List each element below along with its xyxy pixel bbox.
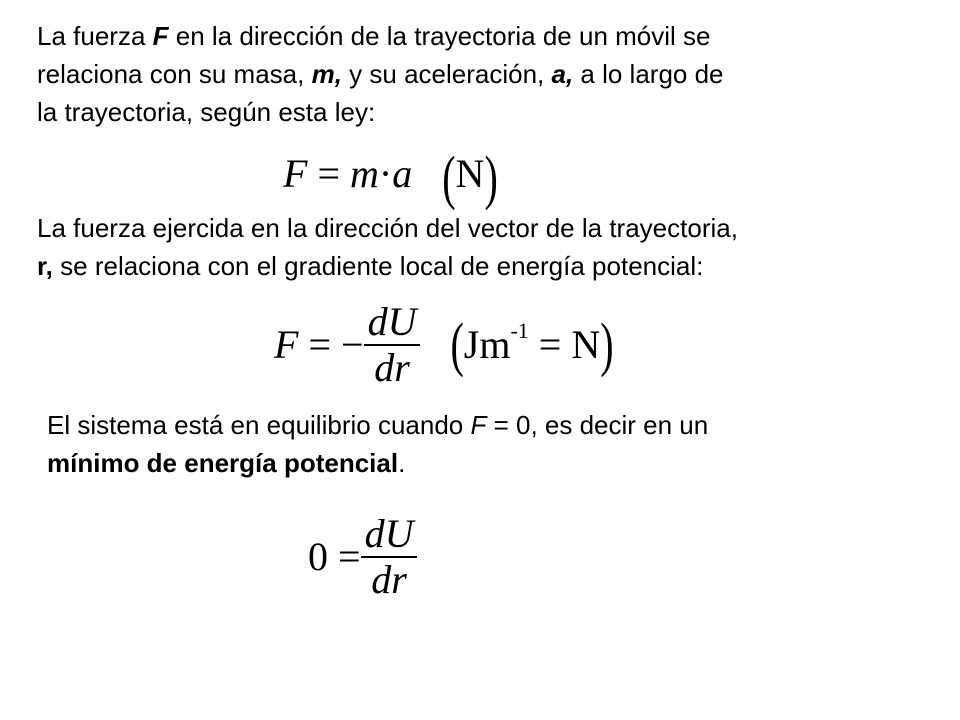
paragraph-line bbox=[37, 55, 724, 93]
text-span: y su aceleración, bbox=[341, 59, 552, 89]
eq-lhs: F bbox=[274, 322, 299, 367]
eq-mass: m bbox=[350, 151, 379, 196]
eq-left-paren: ( bbox=[450, 310, 464, 378]
eq-fraction bbox=[361, 512, 418, 602]
text-span: en la dirección de la trayectoria de un móvil se bbox=[168, 21, 711, 51]
paragraph-line bbox=[37, 247, 738, 285]
text-span: . bbox=[398, 448, 406, 478]
eq-right-paren: ) bbox=[484, 143, 498, 211]
mass-symbol: m, bbox=[311, 59, 342, 89]
equation-force-gradient bbox=[274, 300, 614, 390]
force-symbol: F bbox=[152, 21, 169, 51]
eq-equals: = bbox=[317, 151, 340, 196]
emphasis-text: mínimo de energía potencial bbox=[47, 448, 399, 478]
text-span: El sistema está en equilibrio cuando bbox=[47, 410, 471, 440]
paragraph-line bbox=[37, 17, 724, 55]
eq-minus: − bbox=[341, 322, 364, 367]
equation-equilibrium bbox=[308, 512, 417, 602]
paragraph-potential-gradient bbox=[37, 209, 738, 285]
paragraph-line bbox=[37, 209, 738, 247]
eq-denominator: dr bbox=[371, 557, 407, 602]
text-span: La fuerza bbox=[37, 21, 153, 51]
trajectory-vector-symbol: r, bbox=[37, 251, 53, 281]
eq-unit-equals: = bbox=[528, 322, 572, 367]
eq-lhs: F bbox=[283, 151, 308, 196]
paragraph-line bbox=[37, 93, 724, 131]
text-span: a lo largo de bbox=[573, 59, 724, 89]
text-span: La fuerza ejercida en la dirección del vector de la trayectoria, bbox=[37, 213, 738, 243]
eq-fraction bbox=[364, 300, 421, 390]
eq-equals: = bbox=[308, 322, 331, 367]
equation-newton-second-law bbox=[283, 143, 498, 211]
acceleration-symbol: a, bbox=[551, 59, 574, 89]
eq-numerator: dU bbox=[367, 299, 417, 344]
paragraph-equilibrium bbox=[47, 406, 708, 482]
eq-unit-n: N bbox=[571, 322, 601, 367]
eq-lhs: 0 bbox=[308, 534, 328, 579]
eq-exponent: -1 bbox=[510, 318, 529, 344]
eq-denominator: dr bbox=[374, 345, 410, 390]
text-span: se relaciona con el gradiente local de energía potencial: bbox=[52, 251, 704, 281]
eq-unit: N bbox=[455, 151, 485, 196]
text-span: la trayectoria, según esta ley: bbox=[37, 97, 376, 127]
text-span: = 0, es decir en un bbox=[486, 410, 709, 440]
paragraph-line bbox=[47, 444, 708, 482]
eq-equals: = bbox=[338, 534, 361, 579]
eq-unit-jm: Jm bbox=[463, 322, 511, 367]
eq-right-paren: ) bbox=[600, 310, 614, 378]
eq-left-paren: ( bbox=[442, 143, 456, 211]
text-span: relaciona con su masa, bbox=[37, 59, 312, 89]
eq-dot: · bbox=[378, 151, 393, 196]
paragraph-line bbox=[47, 406, 708, 444]
paragraph-force-law bbox=[37, 17, 724, 131]
eq-numerator: dU bbox=[364, 511, 414, 556]
eq-acceleration: a bbox=[392, 151, 413, 196]
force-symbol: F bbox=[470, 410, 487, 440]
